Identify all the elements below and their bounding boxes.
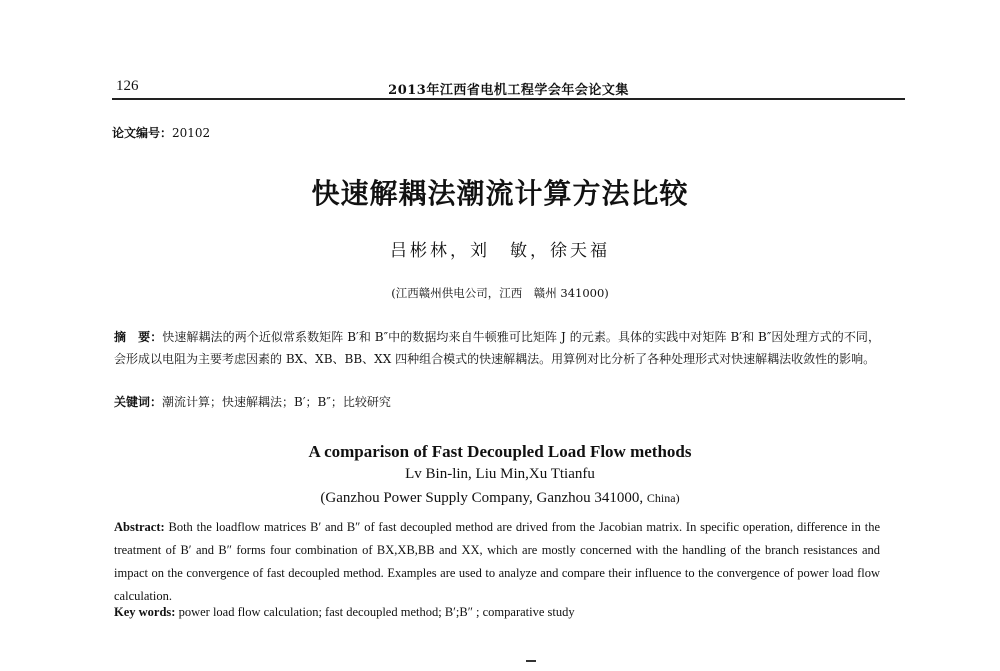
keywords-en — [114, 605, 575, 620]
authors-en: Lv Bin-lin, Liu Min,Xu Ttianfu — [405, 466, 595, 482]
paper-id-value: 20102 — [172, 126, 211, 140]
abstract-zh-label: 摘 要： — [114, 330, 163, 344]
affiliation-zh: (江西赣州供电公司，江西 赣州 341000) — [391, 286, 609, 300]
paper-id — [112, 124, 210, 141]
abstract-en — [114, 516, 880, 608]
abstract-zh-text: 快速解耦法的两个近似常系数矩阵 B′和 B″中的数据均来自牛顿雅可比矩阵 J 的元素。具体的实践中对矩阵 B′和 B″因处理方式的不同，会形成以电阻为主要考虑因素的 BX、XB、BB、XX 四种组合模式的快速解耦法。用算例对比分析了各种处理形式对快速解耦法收敛性的影响。 — [114, 330, 880, 366]
affiliation-en-country: China) — [646, 491, 680, 505]
paper-title-zh: 快速解耦法潮流计算方法比较 — [311, 177, 689, 210]
running-head — [112, 78, 905, 100]
page-bottom-mark — [526, 660, 536, 662]
keywords-zh — [114, 393, 391, 410]
abstract-en-label: Abstract: — [114, 520, 165, 534]
keywords-zh-label: 关键词： — [114, 395, 163, 409]
keywords-zh-text: 潮流计算；快速解耦法；B′；B″；比较研究 — [162, 395, 391, 409]
affiliation-en — [0, 490, 1000, 507]
keywords-en-text: power load flow calculation; fast decoupled method; B′;B″ ; comparative study — [178, 605, 575, 619]
keywords-en-label: Key words: — [114, 605, 176, 619]
paper-title-en: A comparison of Fast Decoupled Load Flow methods — [308, 442, 692, 461]
abstract-en-text: Both the loadflow matrices B′ and B″ of fast decoupled method are drived from the Jacobian matrix. In specific operation, difference in the treatment of B′ and B″ forms four combination of BX,XB,BB and XX, which are mostly concerned with the handling of the branch resistances and impact on the convergence of fast decoupled method. Examples are used to analyze and compare their influence to the convergence of power load flow calculation. — [114, 520, 880, 603]
authors-zh: 吕彬林，刘 敏，徐天福 — [390, 241, 610, 261]
header-rule — [112, 98, 905, 100]
page-number: 126 — [116, 78, 139, 94]
abstract-zh — [114, 326, 880, 370]
affiliation-en-main: (Ganzhou Power Supply Company, Ganzhou 341000, — [320, 490, 644, 506]
proceedings-title: 2013年江西省电机工程学会年会论文集 — [388, 83, 629, 98]
paper-id-label: 论文编号： — [112, 126, 173, 140]
